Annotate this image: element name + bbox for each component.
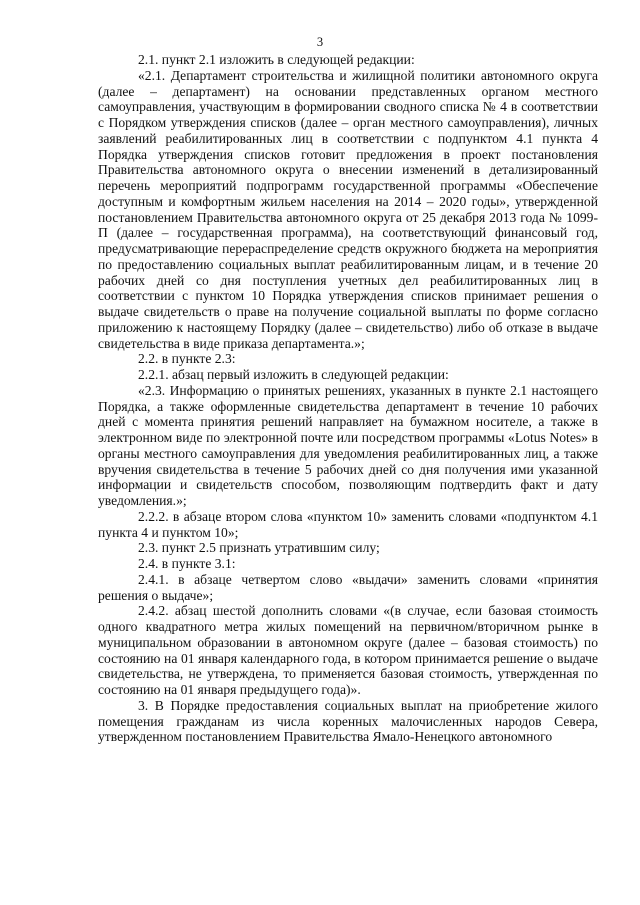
page-number: 3 — [316, 35, 324, 49]
paragraph: «2.3. Информацию о принятых решениях, указанных в пункте 2.1 настоящего Порядка, а также оформленные свидетельства департамент в течение 10 рабочих дней с момента принятия решений направляет на бумажном носителе, а также в электронном виде по электронной почте или посредством программы «Lotus Notes» в органы местного самоуправления для уведомления реабилитированных лиц, а также вручения свидетельства в течение 5 рабочих дней со дня получения ими указанной информации и свидетельств способом, позволяющим подтвердить факт и дату уведомления.»; — [98, 382, 598, 508]
document-body — [98, 52, 598, 745]
paragraph: 2.4.2. абзац шестой дополнить словами «(в случае, если базовая стоимость одного квадратного метра жилых помещений на первичном/вторичном рынке в муниципальном образовании в автономном округе (далее – базовая стоимость) по состоянию на 01 января календарного года, в котором принимается решение о выдаче свидетельства, не утверждена, то применяется базовая стоимость, утвержденная по состоянию на 01 января предыдущего года)». — [98, 603, 598, 697]
paragraph: 2.1. пункт 2.1 изложить в следующей редакции: — [138, 52, 415, 67]
paragraph: 2.3. пункт 2.5 признать утратившим силу; — [138, 540, 380, 556]
paragraph: 2.4. в пункте 3.1: — [138, 556, 236, 571]
paragraph: «2.1. Департамент строительства и жилищной политики автономного округа (далее – департамент) на основании представленных органом местного самоуправления, участвующим в формировании сводного списка № 4 в соответствии с Порядком утверждения списков (далее – орган местного самоуправления), личных заявлений реабилитированных лиц в соответствии с подпунктом 4.1 пункта 4 Порядка утверждения списков готовит предложения в проект постановления Правительства автономного округа о внесении изменений в детализированный перечень мероприятий подпрограмм государственной программы «Обеспечение доступным и комфортным жильем населения на 2014 – 2020 годы», утвержденной постановлением Правительства автономного округа от 25 декабря 2013 года № 1099-П (далее – государственная программа), на соответствующий финансовый год, предусматривающие перераспределение средств окружного бюджета на мероприятия по предоставлению социальных выплат реабилитированным лицам, и в течение 20 рабочих дней со дня поступления учетных дел реабилитированных лиц в соответствии с пунктом 10 Порядка утверждения списков принимает решения о выдаче свидетельств о праве на получение социальной выплаты по форме согласно приложению к настоящему Порядку (далее – свидетельство) либо об отказе в выдаче свидетельства в виде приказа департамента.»; — [98, 67, 598, 351]
paragraph: 2.2.1. абзац первый изложить в следующей редакции: — [138, 367, 449, 382]
paragraph: 2.4.1. в абзаце четвертом слово «выдачи» заменить словами «принятия решения о выдаче»; — [98, 571, 598, 603]
paragraph: 2.2. в пункте 2.3: — [138, 351, 236, 367]
paragraph: 2.2.2. в абзаце втором слова «пунктом 10» заменить словами «подпунктом 4.1 пункта 4 и пунктом 10»; — [98, 508, 598, 540]
paragraph: 3. В Порядке предоставления социальных выплат на приобретение жилого помещения гражданам из числа коренных малочисленных народов Севера, утвержденном постановлением Правительства Ямало-Ненецкого автономного — [98, 697, 598, 745]
